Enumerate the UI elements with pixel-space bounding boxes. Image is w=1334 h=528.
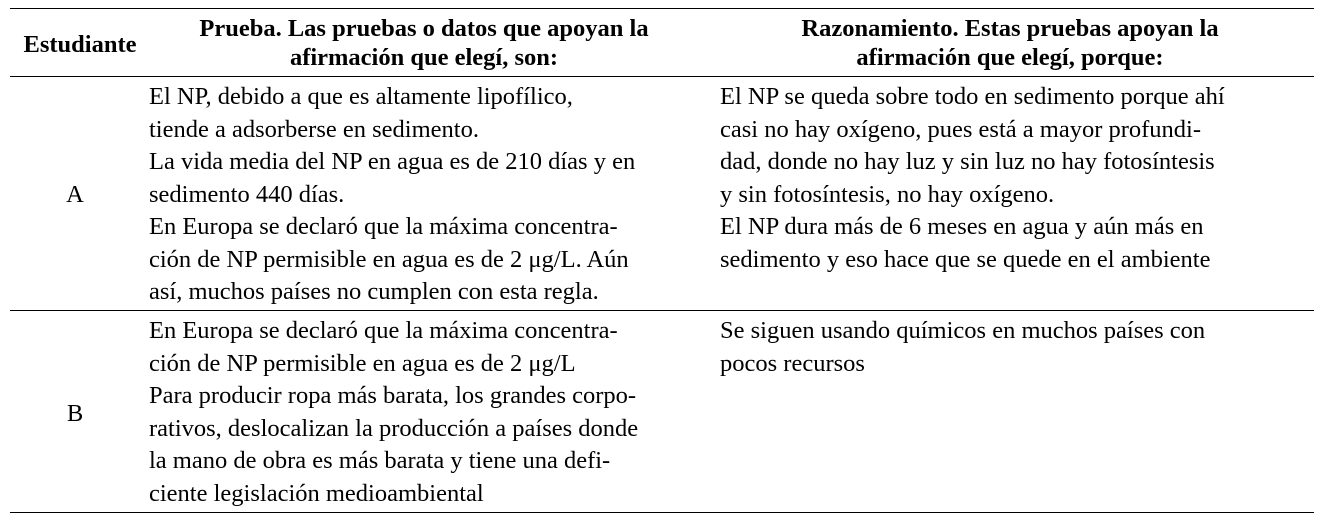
header-student: Estudiante bbox=[23, 31, 137, 58]
reasoning-line: dad, donde no hay luz y sin luz no hay fotosíntesis bbox=[720, 148, 1215, 175]
evidence-cell bbox=[149, 315, 638, 510]
header-evidence-line: Prueba. Las pruebas o datos que apoyan la bbox=[199, 15, 649, 42]
evidence-line: rativos, deslocalizan la producción a países donde bbox=[149, 414, 639, 442]
row-divider-rule bbox=[10, 310, 1314, 311]
evidence-line: ción de NP permisible en agua es de 2 μg/L. Aún bbox=[149, 245, 629, 273]
header-rule bbox=[10, 76, 1314, 77]
reasoning-line: El NP se queda sobre todo en sedimento porque ahí bbox=[720, 83, 1225, 110]
reasoning-line: casi no hay oxígeno, pues está a mayor profundi- bbox=[720, 115, 1202, 143]
evidence-line: El NP, debido a que es altamente lipofílico, bbox=[149, 83, 573, 110]
evidence-line: En Europa se declaró que la máxima concentra- bbox=[149, 317, 618, 344]
evidence-line: así, muchos países no cumplen con esta regla. bbox=[149, 278, 599, 305]
student-label: B bbox=[66, 400, 84, 427]
header-evidence-line: afirmación que elegí, son: bbox=[289, 44, 559, 71]
evidence-line: tiende a adsorberse en sedimento. bbox=[149, 115, 479, 143]
bottom-rule bbox=[10, 512, 1314, 513]
evidence-line: En Europa se declaró que la máxima concentra- bbox=[149, 213, 618, 240]
reasoning-line: pocos recursos bbox=[720, 349, 865, 377]
evidence-line: sedimento 440 días. bbox=[149, 180, 345, 208]
header-reasoning-line: Razonamiento. Estas pruebas apoyan la bbox=[801, 15, 1219, 42]
student-label: A bbox=[66, 181, 84, 208]
header-reasoning-line: afirmación que elegí, porque: bbox=[856, 44, 1164, 71]
evidence-line: la mano de obra es más barata y tiene una defi- bbox=[149, 447, 611, 474]
header-evidence bbox=[144, 14, 704, 72]
reasoning-cell bbox=[720, 81, 1225, 276]
header-reasoning bbox=[710, 14, 1310, 72]
evidence-cell bbox=[149, 81, 635, 309]
evidence-line: La vida media del NP en agua es de 210 días y en bbox=[149, 148, 636, 175]
top-rule bbox=[10, 8, 1314, 9]
evidence-line: Para producir ropa más barata, los grandes corpo- bbox=[149, 382, 637, 409]
reasoning-line: Se siguen usando químicos en muchos países con bbox=[720, 317, 1206, 344]
reasoning-line: sedimento y eso hace que se quede en el ambiente bbox=[720, 245, 1211, 273]
reasoning-line: y sin fotosíntesis, no hay oxígeno. bbox=[720, 180, 1055, 208]
reasoning-line: El NP dura más de 6 meses en agua y aún más en bbox=[720, 213, 1204, 240]
evidence-line: ción de NP permisible en agua es de 2 μg/L bbox=[149, 349, 576, 377]
reasoning-cell bbox=[720, 315, 1205, 380]
evidence-line: ciente legislación medioambiental bbox=[149, 479, 484, 507]
